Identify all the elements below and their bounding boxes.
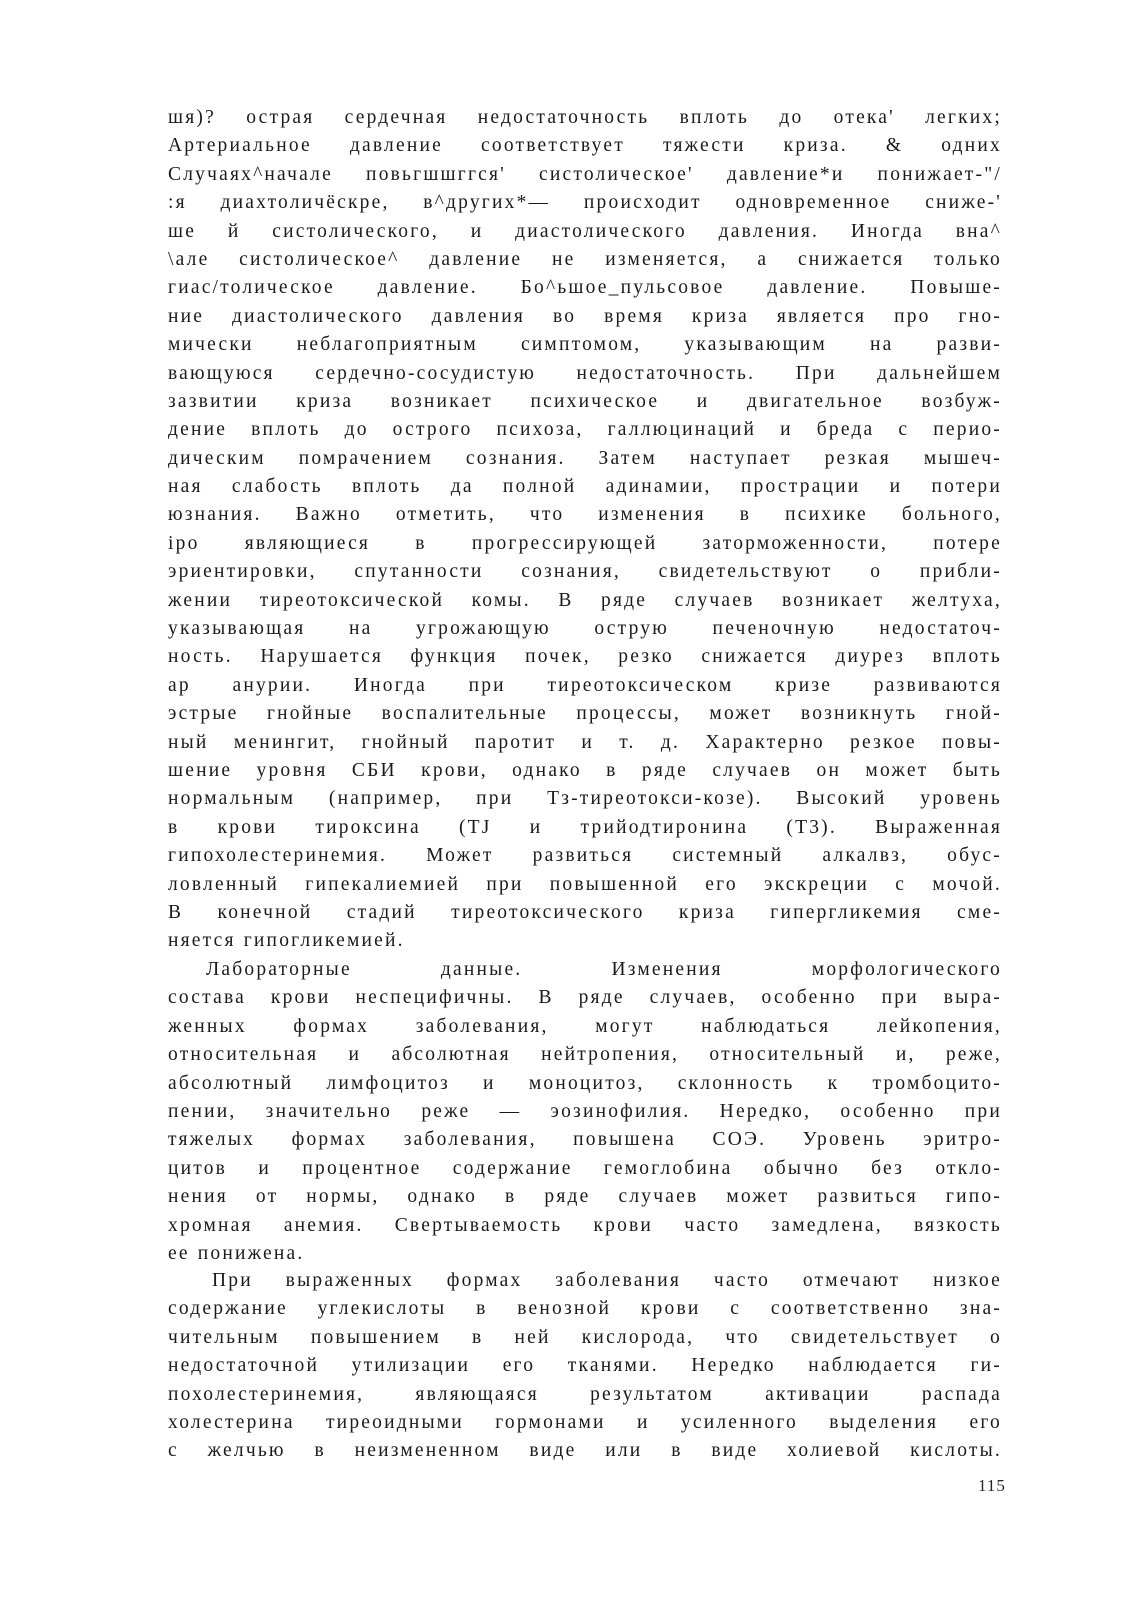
text-line: :я диахтоличёскре, в^других*— происходит одновременное сниже-' <box>168 192 1002 214</box>
text-line: содержание углекислоты в венозной крови с соответственно зна- <box>168 1298 1002 1320</box>
text-line: ее понижена. <box>168 1242 305 1264</box>
text-line: При выраженных формах заболевания часто отмечают низкое <box>212 1270 1002 1291</box>
text-line: ние диастолического давления во время криза является про гно- <box>168 305 1002 327</box>
text-line: В конечной стадий тиреотоксического криза гипергликемия сме- <box>168 901 1002 923</box>
text-line: дическим помрачением сознания. Затем наступает резкая мышеч- <box>168 447 1002 469</box>
text-line: чительным повышением в ней кислорода, что свидетельствует о <box>168 1326 1002 1348</box>
text-line: Случаях^начале повьгшшггся' систолическое' давление*и понижает-"/ <box>168 163 1002 185</box>
text-line: ше й систолического, и диастолического давления. Иногда вна^ <box>168 220 1002 242</box>
text-line: абсолютный лимфоцитоз и моноцитоз, склонность к тромбоцито- <box>168 1072 1002 1094</box>
text-line: Артериальное давление соответствует тяжести криза. & одних <box>168 135 1002 157</box>
page-number: 115 <box>978 1476 1006 1495</box>
text-line: ный менингит, гнойный паротит и т. д. Характерно резкое повы- <box>168 731 1002 753</box>
text-line: \але систолическое^ давление не изменяется, а снижается только <box>168 248 1002 270</box>
text-line: iро являющиеся в прогрессирующей заторможенности, потере <box>168 532 1002 554</box>
text-line: цитов и процентное содержание гемоглобина обычно без откло- <box>168 1157 1002 1179</box>
text-line: ность. Нарушается функция почек, резко снижается диурез вплоть <box>168 646 1002 668</box>
paragraph-lab-data <box>168 956 1002 1268</box>
text-line: мически неблагоприятным симптомом, указывающим на разви- <box>168 334 1002 356</box>
text-line: холестерина тиреоидными гормонами и усиленного выделения его <box>168 1411 1002 1433</box>
text-line: жении тиреотоксической комы. В ряде случаев возникает желтуха, <box>168 589 1002 611</box>
text-line: няется гипогликемией. <box>168 930 405 952</box>
text-line: ловленный гипекалиемией при повышенной его экскреции с мочой. <box>168 873 1002 895</box>
text-line: женных формах заболевания, могут наблюдаться лейкопения, <box>168 1015 1002 1037</box>
text-line: вающуюся сердечно-сосудистую недостаточность. При дальнейшем <box>168 362 1002 384</box>
text-line: юзнания. Важно отметить, что изменения в психике больного, <box>168 504 1002 526</box>
text-line: указывающая на угрожающую острую печеночную недостаточ- <box>168 618 1002 640</box>
text-line: похолестеринемия, являющаяся результатом активации распада <box>168 1383 1002 1405</box>
paragraph-final <box>168 1267 1002 1466</box>
text-line: зазвитии криза возникает психическое и двигательное возбуж- <box>168 390 1002 412</box>
text-line: ная слабость вплоть да полной адинамии, прострации и потери <box>168 476 1002 498</box>
text-line: хромная анемия. Свертываемость крови часто замедлена, вязкость <box>168 1214 1002 1236</box>
text-line: эстрые гнойные воспалительные процессы, может возникнуть гной- <box>168 703 1002 725</box>
text-line: дение вплоть до острого психоза, галлюцинаций и бреда с перио- <box>168 419 1002 441</box>
text-line: с желчью в неизмененном виде или в виде холиевой кислоты. <box>168 1440 1002 1462</box>
text-line: эриентировки, спутанности сознания, свидетельствуют о прибли- <box>168 561 1002 583</box>
text-line: состава крови неспецифичны. В ряде случаев, особенно при выра- <box>168 987 1002 1009</box>
text-line: пении, значительно реже — эозинофилия. Нередко, особенно при <box>168 1100 1002 1122</box>
text-line: гипохолестеринемия. Может развиться системный алкалвз, обус- <box>168 845 1002 867</box>
text-line: тяжелых формах заболевания, повышена СОЭ. Уровень эритро- <box>168 1129 1002 1151</box>
text-line: шя)? острая сердечная недостаточность вплоть до отека' легких; <box>168 107 1002 128</box>
text-line: нения от нормы, однако в ряде случаев может развиться гипо- <box>168 1186 1002 1208</box>
text-line: в крови тироксина (TJ и трийодтиронина (Т3). Выраженная <box>168 816 1002 838</box>
text-line: относительная и абсолютная нейтропения, относительный и, реже, <box>168 1044 1002 1066</box>
text-line: гиас/толическое давление. Бо^ьшое_пульсовое давление. Повыше- <box>168 277 1002 299</box>
text-line: ар анурии. Иногда при тиреотоксическом кризе развиваются <box>168 674 1002 696</box>
paragraph-main <box>168 104 1002 956</box>
text-line: недостаточной утилизации его тканями. Нередко наблюдается ги- <box>168 1355 1002 1377</box>
text-line: шение уровня СБИ крови, однако в ряде случаев он может быть <box>168 759 1002 781</box>
text-line: нормальным (например, при Тз-тиреотокси-козе). Высокий уровень <box>168 788 1002 810</box>
text-line: Лабораторные данные. Изменения морфологического <box>206 959 1002 980</box>
